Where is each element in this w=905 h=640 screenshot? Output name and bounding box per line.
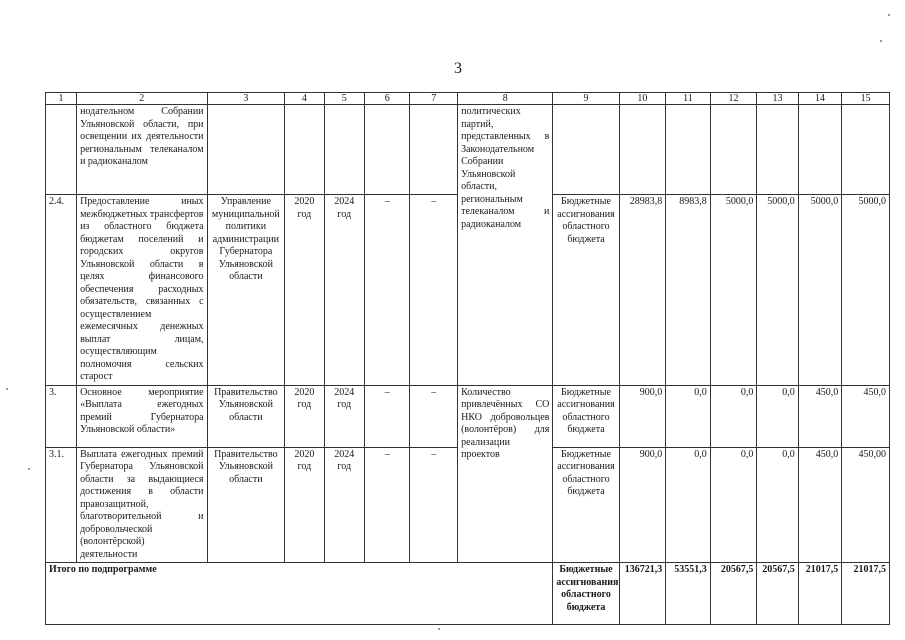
funding-source: Бюджетные ассигнования областного бюджета	[553, 385, 619, 447]
col-7-cell: –	[410, 447, 458, 563]
amount-2020: 0,0	[666, 447, 711, 563]
col-number: 7	[410, 93, 458, 105]
start-year: 2020 год	[285, 447, 324, 563]
total-2021: 20567,5	[710, 563, 757, 625]
col-number: 1	[46, 93, 77, 105]
row-number: 2.4.	[46, 195, 77, 386]
amount-2020	[666, 105, 711, 195]
col-number: 6	[364, 93, 410, 105]
amount-2021: 0,0	[710, 385, 757, 447]
amount-2023: 5000,0	[798, 195, 841, 386]
executor	[207, 105, 285, 195]
amount-2023	[798, 105, 841, 195]
amount-total	[619, 105, 666, 195]
row-number	[46, 105, 77, 195]
table-row	[46, 105, 890, 195]
page-number: 3	[454, 60, 462, 77]
indicator-text: Количество привлечённых СО НКО добровольцев (волонтёров) для реализации	[461, 386, 550, 448]
amount-2022: 0,0	[757, 447, 798, 563]
amount-2024	[842, 105, 890, 195]
amount-2024: 450,0	[842, 385, 890, 447]
col-6-cell	[364, 105, 410, 195]
col-number: 2	[77, 93, 207, 105]
end-year: 2024 год	[324, 385, 364, 447]
amount-2021: 0,0	[710, 447, 757, 563]
total-2020: 53551,3	[666, 563, 711, 625]
start-year: 2020 год	[285, 195, 324, 386]
activity-name: нодательном Собрании Ульяновской области, при освещении их деятельности региональным телеканалом и радиоканалом	[77, 105, 207, 195]
activity-name: Выплата ежегодных премий Губернатора Ульяновской области за выдающиеся достижения в области правозащитной, благотворительной и добровольческой (волонтёрской) деятельности	[77, 447, 207, 563]
table-row	[46, 385, 890, 447]
scan-speck	[888, 14, 890, 16]
funding-source: Бюджетные ассигнования областного бюджета	[553, 447, 619, 563]
amount-2022	[757, 105, 798, 195]
column-number-row	[46, 93, 890, 105]
amount-2022: 0,0	[757, 385, 798, 447]
scan-speck	[438, 628, 440, 630]
activity-name: Предоставление иных межбюджетных трансфертов из областного бюджета бюджетам поселений и городских округов Ульяновской области в целях финансового обеспечения расходных обязательств, связанных с осуществлением ежемесячных денежных выплат лицам, осуществляющим полномочия сельских старост	[77, 195, 207, 386]
col-number: 8	[458, 93, 553, 105]
amount-2024: 5000,0	[842, 195, 890, 386]
amount-total: 900,0	[619, 447, 666, 563]
amount-2020: 0,0	[666, 385, 711, 447]
total-2023: 21017,5	[798, 563, 841, 625]
col-number: 5	[324, 93, 364, 105]
col-number: 12	[710, 93, 757, 105]
total-amount: 136721,3	[619, 563, 666, 625]
col-6-cell: –	[364, 447, 410, 563]
end-year: 2024 год	[324, 447, 364, 563]
executor: Правительство Ульяновской области	[207, 385, 285, 447]
end-year: 2024 год	[324, 195, 364, 386]
funding-source: Бюджетные ассигнования областного бюджета	[553, 195, 619, 386]
col-6-cell: –	[364, 385, 410, 447]
col-7-cell	[410, 105, 458, 195]
col-number: 10	[619, 93, 666, 105]
start-year: 2020 год	[285, 385, 324, 447]
funding-source	[553, 105, 619, 195]
col-6-cell: –	[364, 195, 410, 386]
total-2024: 21017,5	[842, 563, 890, 625]
amount-2021	[710, 105, 757, 195]
amount-2020: 8983,8	[666, 195, 711, 386]
activity-name: Основное мероприятие «Выплата ежегодных премий Губернатора Ульяновской области»	[77, 385, 207, 447]
amount-total: 900,0	[619, 385, 666, 447]
scan-speck	[28, 468, 30, 470]
total-row	[46, 563, 890, 625]
col-7-cell: –	[410, 195, 458, 386]
executor: Правительство Ульяновской области	[207, 447, 285, 563]
row-number: 3.1.	[46, 447, 77, 563]
col-number: 4	[285, 93, 324, 105]
total-2022: 20567,5	[757, 563, 798, 625]
total-funding-source: Бюджетные ассигнования областного бюджета	[553, 563, 619, 625]
amount-2023: 450,0	[798, 447, 841, 563]
col-7-cell: –	[410, 385, 458, 447]
col-number: 13	[757, 93, 798, 105]
col-number: 11	[666, 93, 711, 105]
target-indicator: политических партий, представленных в Законодательном Собрании Ульяновской области, региональным телеканалом и радиоканалом	[458, 105, 553, 386]
start-year	[285, 105, 324, 195]
amount-total: 28983,8	[619, 195, 666, 386]
row-number: 3.	[46, 385, 77, 447]
total-label: Итого по подпрограмме	[46, 563, 553, 625]
indicator-text-cont: проектов	[461, 449, 500, 460]
scan-speck	[880, 40, 882, 42]
scan-speck	[6, 388, 8, 390]
amount-2024: 450,00	[842, 447, 890, 563]
amount-2023: 450,0	[798, 385, 841, 447]
executor: Управление муниципальной политики администрации Губернатора Ульяновской области	[207, 195, 285, 386]
col-number: 9	[553, 93, 619, 105]
amount-2022: 5000,0	[757, 195, 798, 386]
end-year	[324, 105, 364, 195]
col-number: 3	[207, 93, 285, 105]
budget-table	[45, 92, 890, 625]
col-number: 15	[842, 93, 890, 105]
target-indicator	[458, 385, 553, 563]
amount-2021: 5000,0	[710, 195, 757, 386]
col-number: 14	[798, 93, 841, 105]
